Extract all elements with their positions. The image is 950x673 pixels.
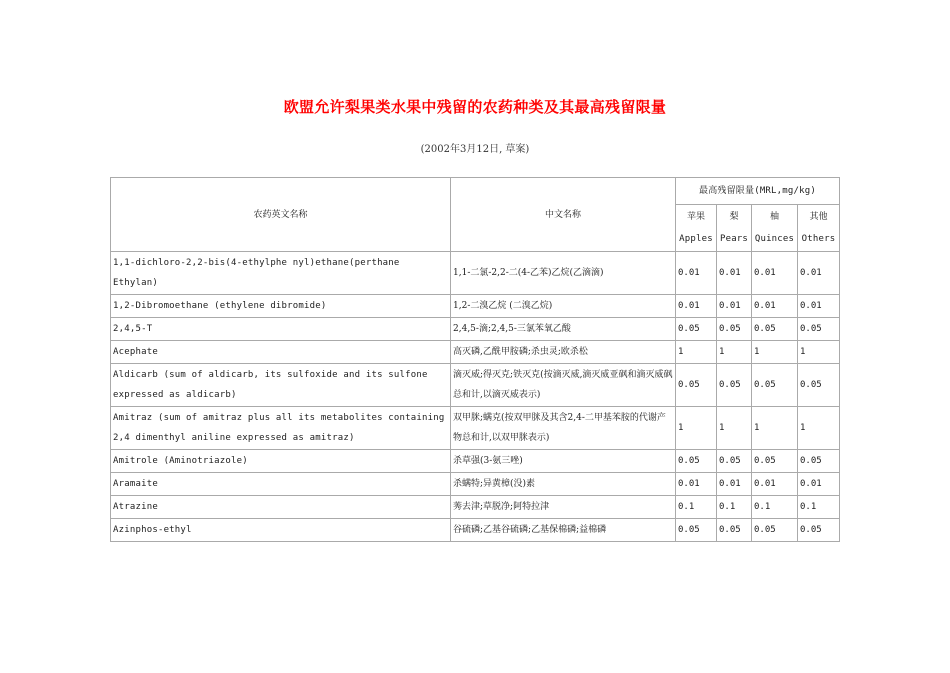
header-chinese-name: 中文名称 xyxy=(451,178,676,252)
pesticide-english-name: Amitraz (sum of amitraz plus all its metabolites containing 2,4 dimenthyl aniline expressed as amitraz) xyxy=(111,407,451,450)
header-english-name: 农药英文名称 xyxy=(111,178,451,252)
mrl-apples: 0.1 xyxy=(676,496,717,519)
header-fruit-en: Pears xyxy=(719,234,749,244)
pesticide-chinese-name: 杀草强(3-氨三唑) xyxy=(451,450,676,473)
mrl-quinces: 0.05 xyxy=(752,450,798,473)
mrl-others: 0.05 xyxy=(798,364,840,407)
mrl-quinces: 0.01 xyxy=(752,295,798,318)
mrl-others: 0.01 xyxy=(798,252,840,295)
table-row xyxy=(111,252,840,295)
mrl-quinces: 1 xyxy=(752,407,798,450)
table-row xyxy=(111,407,840,450)
mrl-others: 0.01 xyxy=(798,295,840,318)
mrl-apples: 0.01 xyxy=(676,252,717,295)
pesticide-chinese-name: 双甲脒;螨克(按双甲脒及其含2,4-二甲基苯胺的代谢产物总和计,以双甲脒表示) xyxy=(451,407,676,450)
mrl-others: 1 xyxy=(798,407,840,450)
pesticide-chinese-name: 谷硫磷;乙基谷硫磷;乙基保棉磷;益棉磷 xyxy=(451,519,676,542)
pesticide-english-name: Acephate xyxy=(111,341,451,364)
header-fruit-others xyxy=(798,205,840,252)
pesticide-chinese-name: 杀螨特;异黄樟(没)素 xyxy=(451,473,676,496)
mrl-quinces: 0.01 xyxy=(752,252,798,295)
header-fruit-pears xyxy=(717,205,752,252)
header-fruit-en: Quinces xyxy=(754,234,795,244)
header-fruit-quinces xyxy=(752,205,798,252)
pesticide-chinese-name: 莠去津;草脱净;阿特拉津 xyxy=(451,496,676,519)
mrl-pears: 1 xyxy=(717,341,752,364)
pesticide-english-name: Aldicarb (sum of aldicarb, its sulfoxide and its sulfone expressed as aldicarb) xyxy=(111,364,451,407)
mrl-others: 0.1 xyxy=(798,496,840,519)
pesticide-english-name: Aramaite xyxy=(111,473,451,496)
table-row xyxy=(111,341,840,364)
mrl-pears: 1 xyxy=(717,407,752,450)
page-title: 欧盟允许梨果类水果中残留的农药种类及其最高残留限量 xyxy=(283,98,667,116)
table-row xyxy=(111,295,840,318)
mrl-apples: 0.01 xyxy=(676,295,717,318)
header-fruit-cn: 梨 xyxy=(729,212,739,222)
pesticide-chinese-name: 1,2-二溴乙烷 (二溴乙烷) xyxy=(451,295,676,318)
mrl-apples: 1 xyxy=(676,341,717,364)
pesticide-english-name: 1,1-dichloro-2,2-bis(4-ethylphe nyl)ethane(perthane Ethylan) xyxy=(111,252,451,295)
mrl-apples: 0.05 xyxy=(676,450,717,473)
pesticide-english-name: Atrazine xyxy=(111,496,451,519)
mrl-apples: 1 xyxy=(676,407,717,450)
pesticide-chinese-name: 2,4,5-滴;2,4,5-三氯苯氧乙酸 xyxy=(451,318,676,341)
mrl-apples: 0.05 xyxy=(676,364,717,407)
header-fruit-cn: 其他 xyxy=(809,212,828,222)
mrl-others: 0.05 xyxy=(798,519,840,542)
mrl-pears: 0.05 xyxy=(717,364,752,407)
pesticide-english-name: 1,2-Dibromoethane (ethylene dibromide) xyxy=(111,295,451,318)
header-fruit-en: Others xyxy=(801,234,836,244)
table-row xyxy=(111,473,840,496)
pesticide-chinese-name: 滴灭威;得灭克;铁灭克(按滴灭威,滴灭威亚砜和滴灭威砜总和计,以滴灭威表示) xyxy=(451,364,676,407)
mrl-pears: 0.05 xyxy=(717,519,752,542)
mrl-pears: 0.01 xyxy=(717,295,752,318)
pesticide-chinese-name: 1,1-二氯-2,2-二(4-乙苯)乙烷(乙滴滴) xyxy=(451,252,676,295)
mrl-quinces: 0.05 xyxy=(752,318,798,341)
table-row xyxy=(111,318,840,341)
mrl-apples: 0.05 xyxy=(676,519,717,542)
header-fruit-cn: 苹果 xyxy=(686,212,705,222)
pesticide-chinese-name: 高灭磷,乙酰甲胺磷;杀虫灵;欧杀松 xyxy=(451,341,676,364)
mrl-others: 1 xyxy=(798,341,840,364)
mrl-others: 0.05 xyxy=(798,318,840,341)
mrl-others: 0.01 xyxy=(798,473,840,496)
table-row xyxy=(111,364,840,407)
header-fruit-apples xyxy=(676,205,717,252)
mrl-pears: 0.05 xyxy=(717,318,752,341)
mrl-quinces: 0.05 xyxy=(752,519,798,542)
table-row xyxy=(111,519,840,542)
mrl-quinces: 0.1 xyxy=(752,496,798,519)
mrl-others: 0.05 xyxy=(798,450,840,473)
table-row xyxy=(111,496,840,519)
mrl-pears: 0.01 xyxy=(717,252,752,295)
mrl-quinces: 0.05 xyxy=(752,364,798,407)
mrl-table xyxy=(110,177,840,542)
header-mrl-group: 最高残留限量(MRL,mg/kg) xyxy=(676,178,840,205)
mrl-pears: 0.1 xyxy=(717,496,752,519)
header-fruit-cn: 柚 xyxy=(769,212,779,222)
mrl-quinces: 0.01 xyxy=(752,473,798,496)
mrl-pears: 0.01 xyxy=(717,473,752,496)
header-fruit-en: Apples xyxy=(679,234,713,244)
mrl-apples: 0.05 xyxy=(676,318,717,341)
pesticide-english-name: Azinphos-ethyl xyxy=(111,519,451,542)
pesticide-english-name: Amitrole (Aminotriazole) xyxy=(111,450,451,473)
mrl-quinces: 1 xyxy=(752,341,798,364)
pesticide-english-name: 2,4,5-T xyxy=(111,318,451,341)
mrl-pears: 0.05 xyxy=(717,450,752,473)
mrl-apples: 0.01 xyxy=(676,473,717,496)
table-row xyxy=(111,450,840,473)
page-subtitle: (2002年3月12日, 草案) xyxy=(420,144,530,155)
